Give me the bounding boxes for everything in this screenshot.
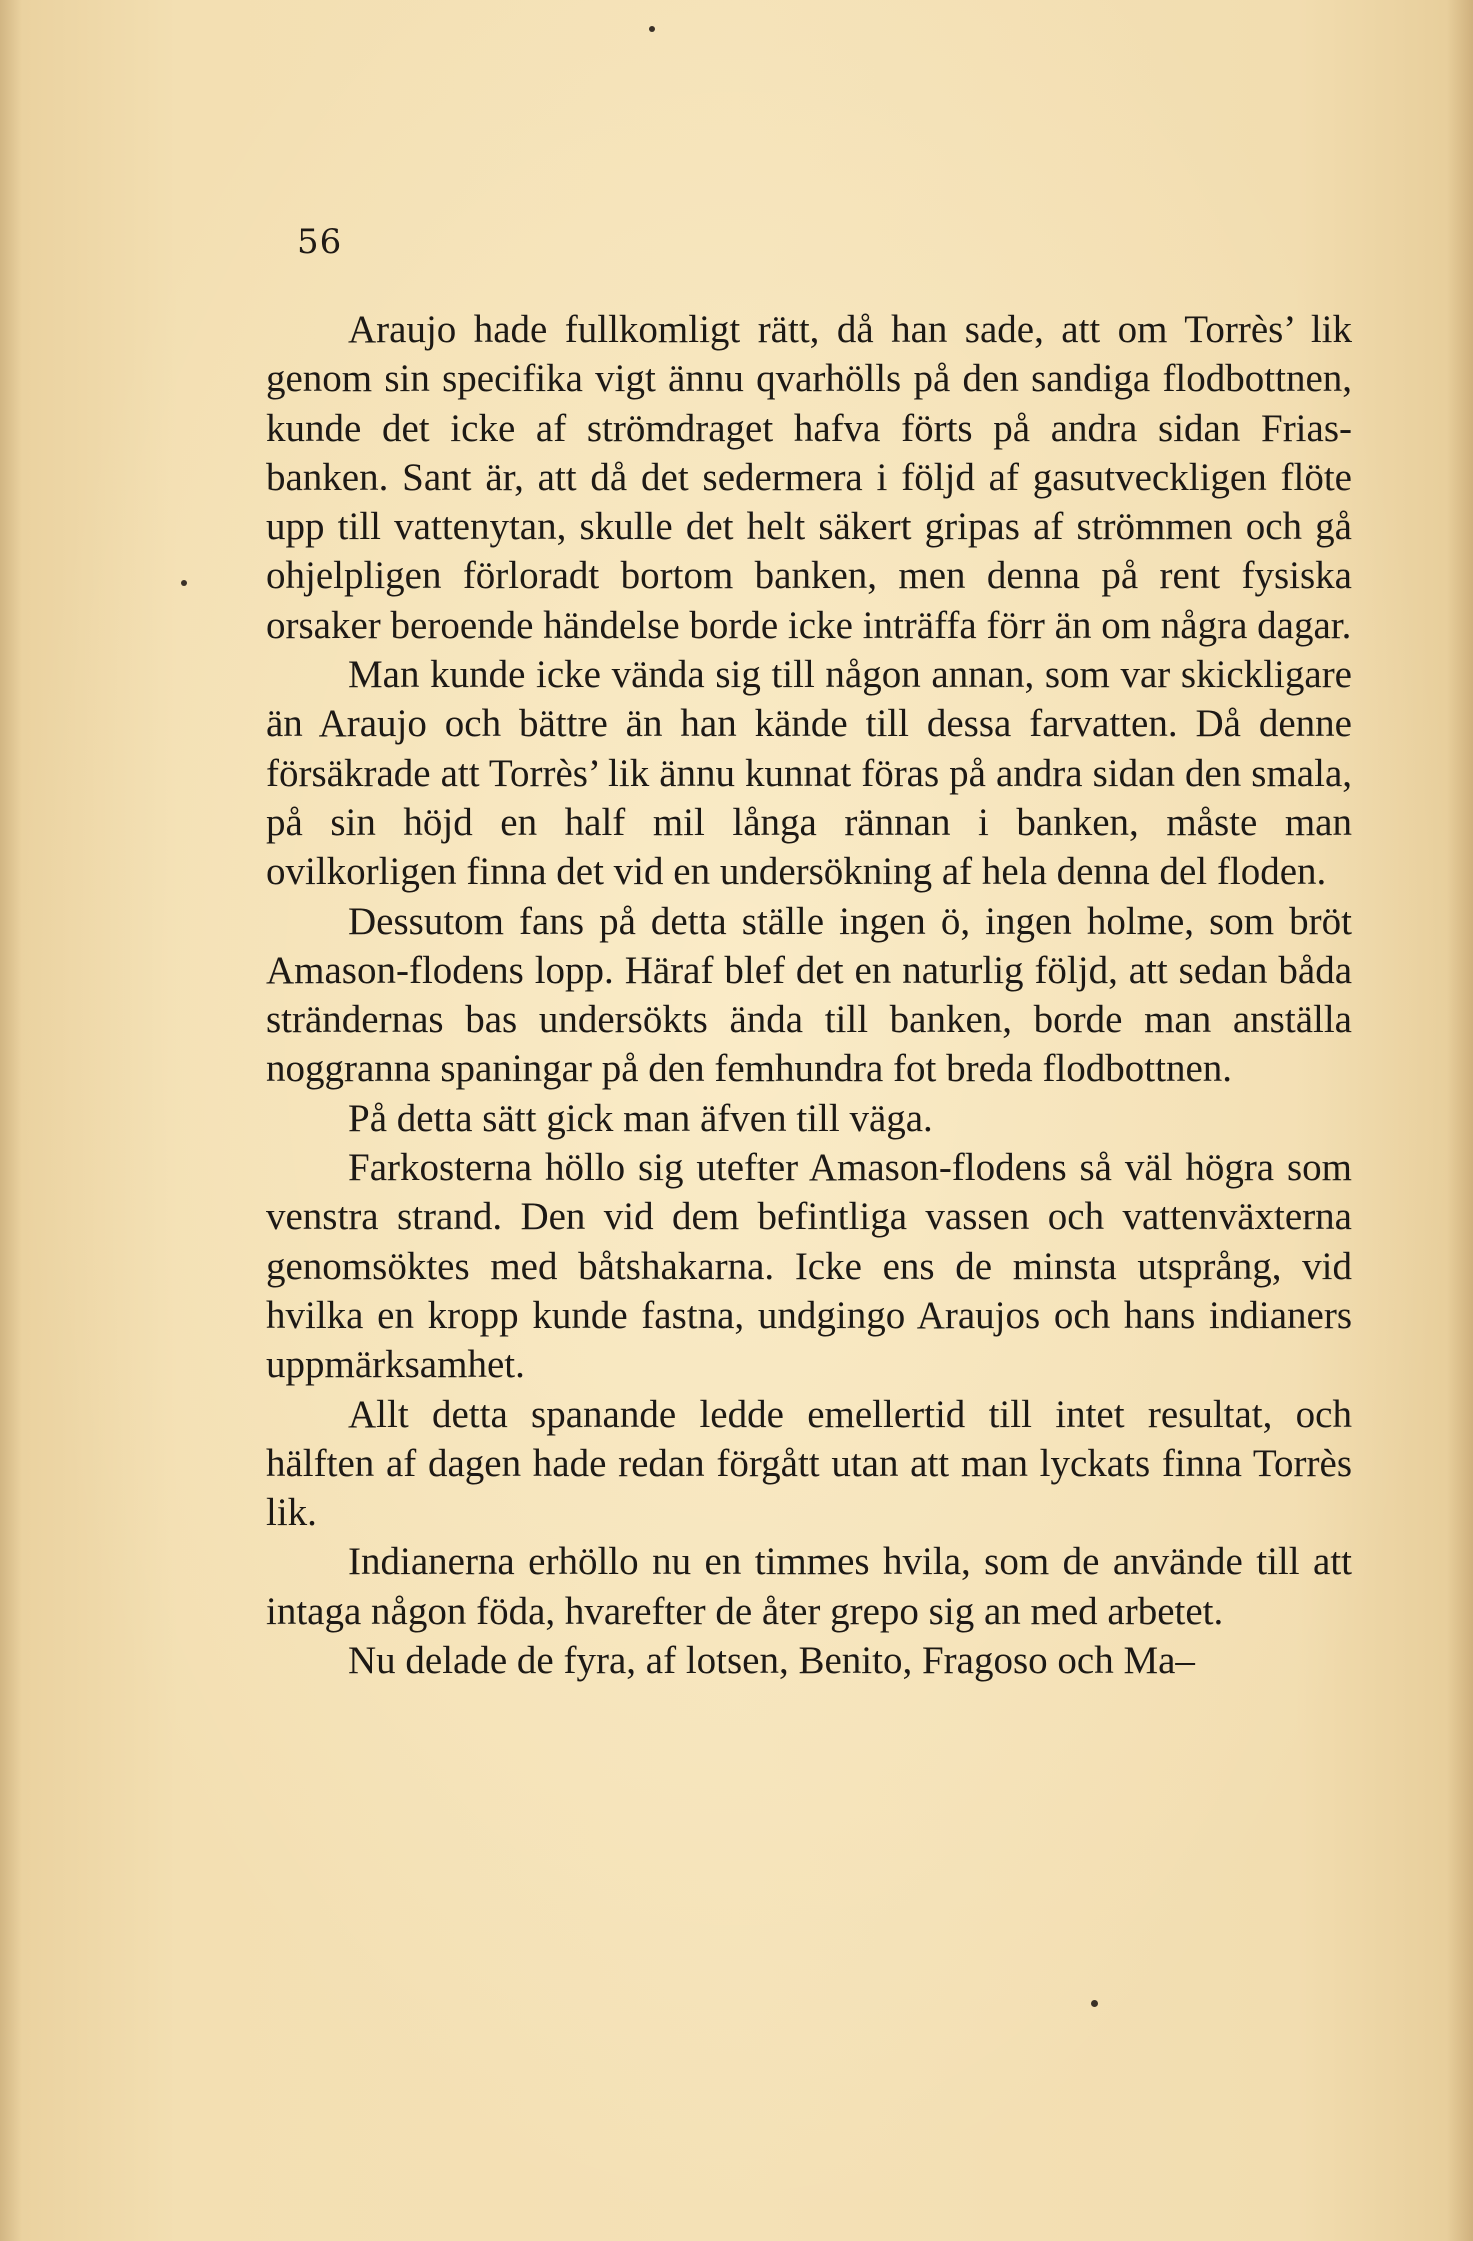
paragraph-1: Araujo hade fullkomligt rätt, då han sade, att om Torrès’ lik genom sin specifika vigt ännu qvarhölls på den sandiga flodbottnen, kunde det icke af strömdraget hafva förts på andra sidan Frias-banken. Sant är, att då det sedermera i följd af gasutveckligen flöte upp till vattenytan, skulle det helt säkert gripas af strömmen och gå ohjelpligen förloradt bortom banken, men denna på rent fysiska orsaker beroende händelse borde icke inträffa förr än om några dagar. (266, 308, 1352, 647)
paragraph-4: På detta sätt gick man äfven till väga. (348, 1096, 933, 1140)
paragraph-6: Allt detta spanande ledde emellertid till intet resultat, och hälften af dagen hade redan förgått utan att man lyckats finna Torrès lik. (266, 1392, 1352, 1535)
paragraph-7: Indianerna erhöllo nu en timmes hvila, som de använde till att intaga någon föda, hvarefter de åter grepo sig an med arbetet. (266, 1540, 1352, 1633)
page-number: 56 (297, 222, 343, 262)
body-text (266, 305, 1352, 1685)
paragraph-2: Man kunde icke vända sig till någon annan, som var skickligare än Araujo och bättre än han kände till dessa farvatten. Då denne försäkrade att Torrès’ lik ännu kunnat föras på andra sidan den smala, på sin höjd en half mil långa rännan i banken, måste man ovilkorligen finna det vid en undersökning af hela denna del floden. (266, 653, 1352, 894)
paragraph-5: Farkosterna höllo sig utefter Amason-flodens så väl högra som venstra strand. Den vid dem befintliga vassen och vattenväxterna genomsöktes med båtshakarna. Icke ens de minsta utsprång, vid hvilka en kropp kunde fastna, undgingo Araujos och hans indianers uppmärksamhet. (266, 1146, 1352, 1387)
ink-speck (649, 26, 655, 32)
page-edge-shadow-left (0, 0, 22, 2241)
paragraph-3: Dessutom fans på detta ställe ingen ö, ingen holme, som bröt Amason-flodens lopp. Häraf blef det en naturlig följd, att sedan båda strändernas bas undersökts ända till banken, borde man anställa noggranna spaningar på den femhundra fot breda flodbottnen. (266, 899, 1352, 1091)
page-edge-shadow-right (1447, 0, 1473, 2241)
ink-speck (1091, 2000, 1098, 2007)
ink-speck (181, 580, 187, 586)
paragraph-8: Nu delade de fyra, af lotsen, Benito, Fragoso och Ma– (348, 1639, 1195, 1683)
